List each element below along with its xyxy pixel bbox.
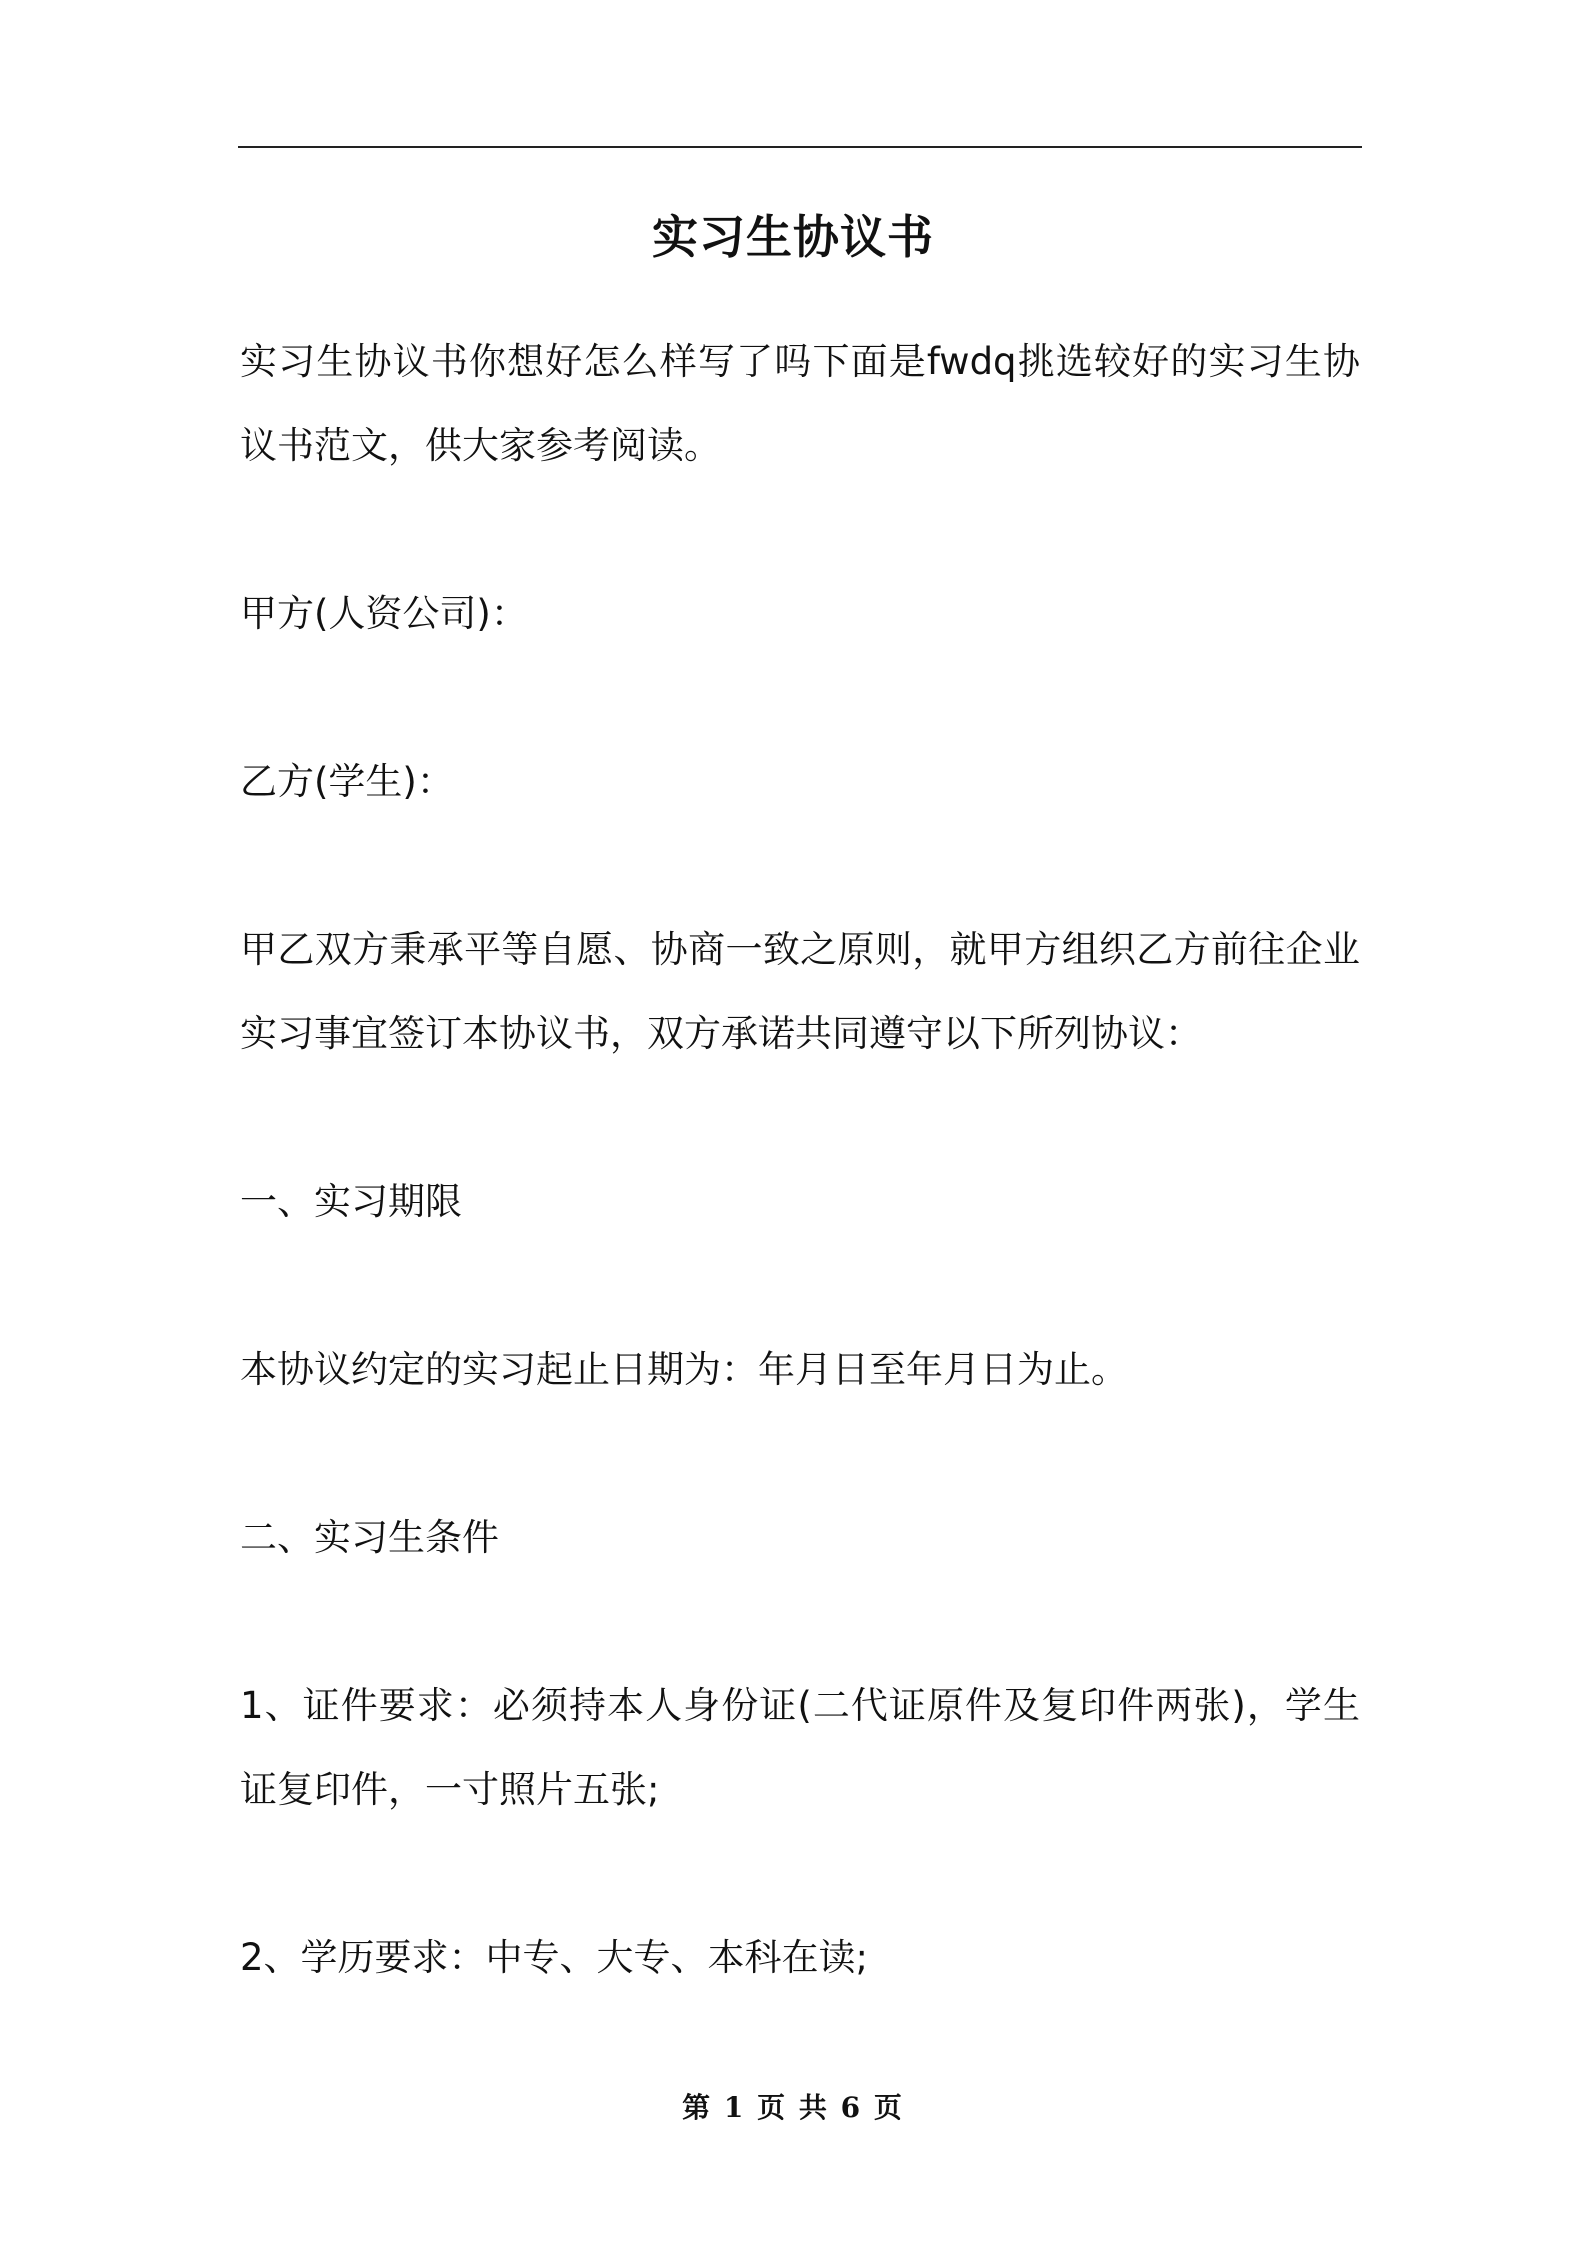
party-a-line: 甲方(人资公司)： — [240, 592, 528, 635]
section-heading-1: 一、实习期限 — [240, 1180, 462, 1223]
paragraph-spacer — [240, 488, 1360, 572]
document-title: 实习生协议书 — [652, 210, 934, 264]
paragraph-spacer — [240, 656, 1360, 740]
paragraph-spacer — [240, 1244, 1360, 1328]
section-heading-2: 二、实习生条件 — [240, 1516, 499, 1559]
requirement-item-1: 1、证件要求：必须持本人身份证(二代证原件及复印件两张)，学生证复印件，一寸照片五张; — [240, 1684, 1360, 1811]
paragraph-spacer — [240, 1076, 1360, 1160]
intro-paragraph: 实习生协议书你想好怎么样写了吗下面是fwdq挑选较好的实习生协议书范文，供大家参考阅读。 — [240, 340, 1360, 467]
paragraph-spacer — [240, 1580, 1360, 1664]
party-b-line: 乙方(学生)： — [240, 760, 454, 803]
paragraph-spacer — [240, 824, 1360, 908]
internship-period-text: 本协议约定的实习起止日期为：年月日至年月日为止。 — [240, 1348, 1128, 1391]
header-divider — [238, 146, 1362, 148]
requirement-item-2: 2、学历要求：中专、大专、本科在读; — [240, 1936, 869, 1979]
paragraph-spacer — [240, 1412, 1360, 1496]
agreement-preamble: 甲乙双方秉承平等自愿、协商一致之原则，就甲方组织乙方前往企业实习事宜签订本协议书，双方承诺共同遵守以下所列协议： — [240, 928, 1360, 1055]
paragraph-spacer — [240, 1832, 1360, 1916]
page-number: 第 1 页 共 6 页 — [682, 2091, 904, 2124]
document-body — [240, 320, 1360, 2000]
